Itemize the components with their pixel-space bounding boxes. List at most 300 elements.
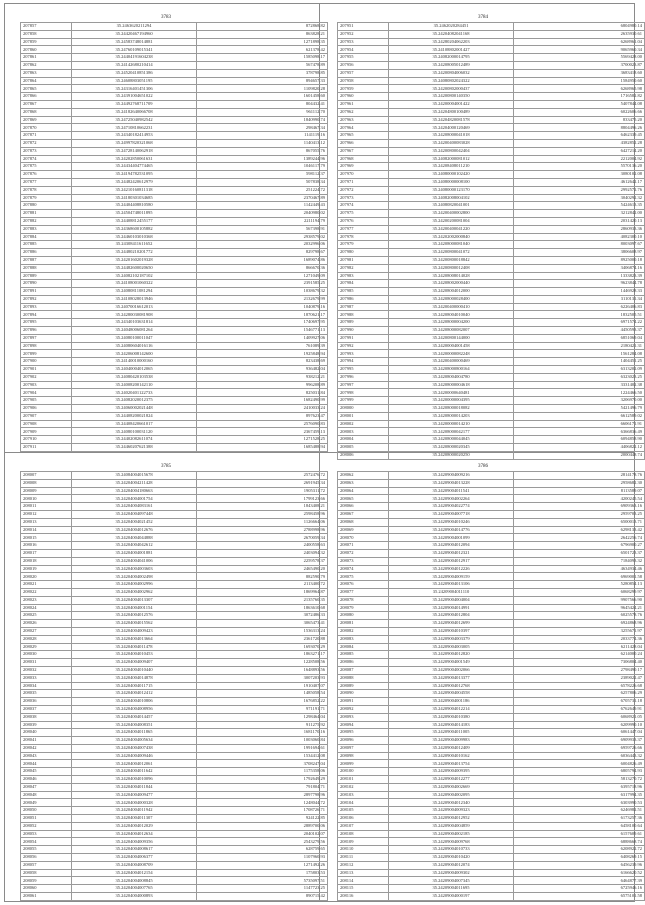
table-row (21, 526, 328, 534)
coordinate-cell: 35.24008200142110 (72, 381, 197, 389)
coordinate-cell: 35.24204004005634 (72, 737, 197, 745)
table-row (21, 397, 328, 405)
row-id-cell: 208089 (338, 682, 389, 690)
coordinate-cell: 35.24204004012412 (72, 690, 197, 698)
row-id-cell: 208026 (21, 620, 72, 628)
row-id-cell: 207857 (21, 23, 72, 31)
coordinate-cell: 35.24209004013228 (389, 479, 514, 487)
row-id-cell: 208017 (21, 549, 72, 557)
value-cell: 2367459.13 (197, 428, 328, 436)
value-cell: 4450593.37 (514, 327, 645, 335)
row-id-cell: 208032 (21, 666, 72, 674)
row-id-cell: 207971 (338, 178, 389, 186)
table-row (338, 397, 645, 405)
row-id-cell: 208095 (338, 729, 389, 737)
row-id-cell: 207978 (338, 233, 389, 241)
coordinate-cell: 35.24434404774465 (72, 163, 197, 171)
coordinate-cell: 35.24209004013754 (389, 760, 514, 768)
value-cell: 1991694.61 (197, 744, 328, 752)
value-cell: 6323023.25 (514, 373, 645, 381)
value-cell: 2040980.02 (197, 210, 328, 218)
value-cell: 2040102.07 (197, 830, 328, 838)
table-row (338, 604, 645, 612)
table-row (21, 838, 328, 846)
value-cell: 1561284.08 (514, 350, 645, 358)
row-id-cell: 208096 (338, 737, 389, 745)
row-id-cell: 207989 (338, 319, 389, 327)
table-row (21, 557, 328, 565)
row-id-cell: 207881 (21, 210, 72, 218)
row-id-cell: 207868 (21, 108, 72, 116)
row-id-cell: 207997 (338, 381, 389, 389)
coordinate-cell: 35.24208005012489 (389, 61, 514, 69)
table-row (338, 620, 645, 628)
value-cell: 1389244.96 (197, 155, 328, 163)
coordinate-cell: 35.24108028013946 (72, 295, 197, 303)
coordinate-cell: 35.24204004011865 (72, 729, 197, 737)
value-cell: 2465490.20 (197, 565, 328, 573)
row-id-cell: 207987 (338, 303, 389, 311)
value-cell: 3700023.87 (514, 61, 645, 69)
table-row (338, 428, 645, 436)
coordinate-cell: 35.24209004014991 (389, 604, 514, 612)
table-row (21, 713, 328, 721)
value-cell: 5280854.13 (514, 581, 645, 589)
row-id-cell: 208041 (21, 737, 72, 745)
value-cell: 2543279.56 (197, 838, 328, 846)
value-cell: 2212004.92 (514, 155, 645, 163)
coordinate-cell: 35.24201602019328 (72, 256, 197, 264)
row-id-cell: 207880 (21, 202, 72, 210)
coordinate-cell: 35.24208000800164 (389, 366, 514, 374)
value-cell: 4082300.10 (514, 233, 645, 241)
coordinate-cell: 35.24040004012065 (72, 366, 197, 374)
value-cell: 833475.20 (514, 116, 645, 124)
value-cell: 6257806.29 (514, 690, 645, 698)
coordinate-cell: 35.24204004013664 (72, 635, 197, 643)
coordinate-cell: 35.24209004011110 (389, 588, 514, 596)
coordinate-cell: 35.24209004002264 (389, 495, 514, 503)
row-id-cell: 207870 (21, 124, 72, 132)
value-cell: 1040879.16 (197, 303, 328, 311)
row-id-cell: 207974 (338, 202, 389, 210)
value-cell: 6246982.51 (514, 807, 645, 815)
coordinate-cell: 35.24209004012214 (389, 705, 514, 713)
value-cell: 6427214.20 (514, 147, 645, 155)
table-row (338, 713, 645, 721)
table-row (21, 225, 328, 233)
row-id-cell: 207859 (21, 38, 72, 46)
row-id-cell: 208007 (21, 472, 72, 480)
coordinate-cell: 35.24200800041072 (389, 249, 514, 257)
value-cell: 3040292.32 (514, 194, 645, 202)
table-row (338, 596, 645, 604)
row-id-cell: 207874 (21, 155, 72, 163)
coordinate-cell: 35.24482420612979 (72, 178, 197, 186)
table-row (21, 389, 328, 397)
table-row (338, 846, 645, 854)
row-id-cell: 207871 (21, 132, 72, 140)
coordinate-cell: 35.24204004012634 (72, 830, 197, 838)
row-id-cell: 208020 (21, 573, 72, 581)
row-id-cell: 208044 (21, 760, 72, 768)
table-row (338, 752, 645, 760)
coordinate-cell: 35.24204004012061 (72, 760, 197, 768)
row-id-cell: 208059 (21, 877, 72, 885)
coordinate-cell: 35.24520410851386 (72, 69, 197, 77)
table-row (338, 124, 645, 132)
table-row (21, 342, 328, 350)
table-row (21, 373, 328, 381)
row-id-cell: 207872 (21, 139, 72, 147)
table-row (338, 659, 645, 667)
table-row (338, 163, 645, 171)
value-cell: 1648893.56 (197, 666, 328, 674)
row-id-cell: 208022 (21, 588, 72, 596)
value-cell: 6022606.66 (514, 108, 645, 116)
coordinate-cell: 35.24204004083161 (72, 503, 197, 511)
row-id-cell: 208062 (338, 472, 389, 480)
coordinate-cell: 35.24200800042404 (389, 147, 514, 155)
table-row (21, 147, 328, 155)
value-cell: 2814178.76 (514, 472, 645, 480)
value-cell: 1038679.32 (197, 288, 328, 296)
coordinate-cell: 35.24997820321068 (72, 139, 197, 147)
coordinate-cell: 35.24209004012820 (389, 651, 514, 659)
value-cell: 1271528.25 (197, 436, 328, 444)
row-id-cell: 208101 (338, 776, 389, 784)
table-row (21, 69, 328, 77)
row-id-cell: 207860 (21, 46, 72, 54)
table-row (21, 861, 328, 869)
table-row (338, 776, 645, 784)
table-row (21, 737, 328, 745)
coordinate-cell: 35.24200800144000 (389, 334, 514, 342)
value-cell: 6888668.74 (514, 838, 645, 846)
value-cell: 2113400.72 (197, 581, 328, 589)
table-row (21, 472, 328, 480)
coordinate-cell: 35.24204004007438 (72, 744, 197, 752)
coordinate-cell: 35.24209004012768 (389, 682, 514, 690)
coordinate-cell: 35.24200000004395 (389, 397, 514, 405)
row-id-cell: 207858 (21, 30, 72, 38)
value-cell: 823438.69 (197, 358, 328, 366)
row-id-cell: 207906 (21, 405, 72, 413)
table-row (338, 233, 645, 241)
coordinate-cell: 35.24108001060322 (72, 280, 197, 288)
table-row (21, 612, 328, 620)
row-id-cell: 208038 (21, 713, 72, 721)
page-3785 (20, 463, 325, 901)
coordinate-cell: 35.24504748011895 (72, 210, 197, 218)
value-cell: 6500013.71 (514, 518, 645, 526)
table-row (338, 807, 645, 815)
coordinate-cell: 35.24204004011715 (72, 682, 197, 690)
table-row (21, 690, 328, 698)
table-row (21, 108, 328, 116)
table-row (21, 783, 328, 791)
value-cell: 2889700.06 (197, 822, 328, 830)
row-id-cell: 208068 (338, 518, 389, 526)
row-id-cell: 207958 (338, 77, 389, 85)
row-id-cell: 208075 (338, 573, 389, 581)
table-row (338, 510, 645, 518)
value-cell: 1870621.17 (197, 311, 328, 319)
value-cell: 2992572.76 (514, 186, 645, 194)
coordinate-cell: 35.24204004010440 (72, 666, 197, 674)
table-row (21, 822, 328, 830)
row-id-cell: 208027 (21, 627, 72, 635)
value-cell: 6173257.36 (514, 815, 645, 823)
row-id-cell: 208010 (21, 495, 72, 503)
table-row (338, 194, 645, 202)
table-row (338, 327, 645, 335)
value-cell: 6909933.37 (514, 737, 645, 745)
table-row (21, 534, 328, 542)
value-cell: 863828.21 (197, 30, 328, 38)
table-row (338, 69, 645, 77)
value-cell: 1404451.25 (514, 358, 645, 366)
value-cell: 8003097.67 (514, 241, 645, 249)
table-row (338, 100, 645, 108)
value-cell: 6969001.58 (514, 573, 645, 581)
coordinate-cell: 35.24082000014795 (389, 54, 514, 62)
row-id-cell: 208055 (21, 846, 72, 854)
table-row (338, 30, 645, 38)
value-cell: 6226406.83 (514, 303, 645, 311)
row-id-cell: 207966 (338, 139, 389, 147)
row-id-cell: 208104 (338, 799, 389, 807)
row-id-cell: 208114 (338, 877, 389, 885)
value-cell: 2410033.24 (197, 405, 328, 413)
value-cell: 6705731.18 (514, 698, 645, 706)
value-cell: 6458100.64 (514, 822, 645, 830)
row-id-cell: 208108 (338, 830, 389, 838)
table-row (21, 659, 328, 667)
value-cell: 4200245.54 (514, 495, 645, 503)
table-row (21, 682, 328, 690)
coordinate-cell: 35.24202002000840 (389, 233, 514, 241)
table-row (21, 428, 328, 436)
row-id-cell: 208076 (338, 581, 389, 589)
value-cell: 3212842.00 (514, 210, 645, 218)
value-cell: 3065473.41 (197, 620, 328, 628)
table-row (338, 573, 645, 581)
coordinate-cell: 35.24204004012029 (72, 822, 197, 830)
coordinate-cell: 35.24209004004558 (389, 690, 514, 698)
table-row (338, 588, 645, 596)
coordinate-cell: 35.24480210201772 (72, 249, 197, 257)
table-row (338, 412, 645, 420)
table-row (338, 202, 645, 210)
value-cell: 6804980.14 (514, 23, 645, 31)
table-row (338, 690, 645, 698)
row-id-cell: 207886 (21, 249, 72, 257)
row-id-cell: 208094 (338, 721, 389, 729)
coordinate-cell: 35.24020401122733 (72, 389, 197, 397)
row-id-cell: 207968 (338, 155, 389, 163)
coordinate-cell: 35.24209004012277 (389, 776, 514, 784)
row-id-cell: 208082 (338, 627, 389, 635)
row-id-cell: 207897 (21, 334, 72, 342)
value-cell: 1142449.43 (197, 202, 328, 210)
value-cell: 6612589.02 (514, 412, 645, 420)
row-id-cell: 207875 (21, 163, 72, 171)
table-row (21, 334, 328, 342)
value-cell: 6298133.42 (514, 526, 645, 534)
value-cell: 890715.42 (197, 893, 328, 901)
value-cell: 6303990.53 (514, 799, 645, 807)
table-row (21, 549, 328, 557)
value-cell: 1740697.95 (197, 319, 328, 327)
coordinate-cell: 35.24202850061631 (72, 155, 197, 163)
coordinate-cell: 35.24208000082007 (389, 327, 514, 335)
coordinate-cell: 35.24209004010380 (389, 713, 514, 721)
value-cell: 8804496.26 (514, 124, 645, 132)
value-cell: 3110131.34 (514, 295, 645, 303)
page-3786 (337, 463, 642, 901)
table-row (21, 729, 328, 737)
coordinate-cell: 35.24204004009356 (72, 838, 197, 846)
table-row (338, 225, 645, 233)
row-id-cell: 207889 (21, 272, 72, 280)
value-cell: 6805794.93 (514, 768, 645, 776)
table-row (338, 264, 645, 272)
value-cell: 6462339.45 (514, 132, 645, 140)
value-cell: 894657.33 (197, 77, 328, 85)
coordinate-cell: 35.24208000044045 (389, 436, 514, 444)
value-cell: 6268965.98 (514, 85, 645, 93)
table-row (21, 588, 328, 596)
table-row (338, 861, 645, 869)
value-cell: 1546771.13 (197, 327, 328, 335)
value-cell: 6851069.04 (514, 334, 645, 342)
value-cell: 507838.34 (197, 178, 328, 186)
coordinate-cell: 35.24080100031120 (72, 428, 197, 436)
value-cell: 761089.39 (197, 342, 328, 350)
coordinate-cell: 35.24209004011695 (389, 885, 514, 893)
table-row (21, 163, 328, 171)
table-row (338, 674, 645, 682)
coordinate-cell: 35.24209004012804 (389, 612, 514, 620)
page-number: 3785 (161, 464, 171, 469)
value-cell: 6464877.39 (514, 877, 645, 885)
row-id-cell: 207878 (21, 186, 72, 194)
value-cell: 1003060.84 (197, 737, 328, 745)
coordinate-cell: 35.24204004097448 (72, 510, 197, 518)
row-id-cell: 207954 (338, 46, 389, 54)
value-cell: 924122.85 (197, 815, 328, 823)
coordinate-cell: 35.24208002000440 (389, 280, 514, 288)
coordinate-cell: 35.24209004013377 (389, 674, 514, 682)
row-id-cell: 208063 (338, 479, 389, 487)
value-cell: 6909363.16 (514, 503, 645, 511)
coordinate-cell: 35.24082008004102 (389, 194, 514, 202)
row-id-cell: 207975 (338, 210, 389, 218)
coordinate-cell: 35.24209004009983 (389, 737, 514, 745)
row-id-cell: 208054 (21, 838, 72, 846)
table-row (338, 549, 645, 557)
row-id-cell: 208047 (21, 783, 72, 791)
row-id-cell: 208048 (21, 791, 72, 799)
table-row (21, 776, 328, 784)
coordinate-cell: 35.24080100011047 (72, 334, 197, 342)
table-row (21, 573, 328, 581)
table-row (338, 822, 645, 830)
coordinate-cell: 35.24408420661017 (72, 420, 197, 428)
value-cell: 3806608.97 (514, 249, 645, 257)
value-cell: 1676852.22 (197, 698, 328, 706)
value-cell: 6971574.22 (514, 319, 645, 327)
table-row (21, 768, 328, 776)
table-row (21, 139, 328, 147)
table-row (338, 612, 645, 620)
row-id-cell: 207960 (338, 93, 389, 101)
value-cell: 1863610.68 (197, 604, 328, 612)
value-cell: 1046117.79 (197, 163, 328, 171)
table-row (21, 30, 328, 38)
coordinate-cell: 35.24492768711709 (72, 100, 197, 108)
row-id-cell: 207866 (21, 93, 72, 101)
coordinate-cell: 35.24209004010420 (389, 854, 514, 862)
coordinate-cell: 35.24209004012226 (389, 565, 514, 573)
row-id-cell: 207909 (21, 428, 72, 436)
coordinate-cell: 35.24204004001754 (72, 495, 197, 503)
value-cell: 1682490.99 (197, 397, 328, 405)
row-id-cell: 207959 (338, 85, 389, 93)
table-row (338, 288, 645, 296)
row-id-cell: 208067 (338, 510, 389, 518)
coordinate-cell: 35.24208000042177 (389, 428, 514, 436)
coordinate-cell: 35.24209004009768 (389, 838, 514, 846)
value-cell: 2938579.02 (197, 233, 328, 241)
row-id-cell: 208079 (338, 604, 389, 612)
table-row (21, 752, 328, 760)
value-cell: 6606171.91 (514, 420, 645, 428)
value-cell: 2798490.17 (514, 666, 645, 674)
row-id-cell: 208016 (21, 542, 72, 550)
row-id-cell: 208081 (338, 620, 389, 628)
coordinate-cell: 35.24204004009407 (72, 659, 197, 667)
coordinate-cell: 35.24204004012154 (72, 869, 197, 877)
coordinate-cell: 35.24208000004200 (389, 319, 514, 327)
row-id-cell: 207888 (21, 264, 72, 272)
row-id-cell: 207896 (21, 327, 72, 335)
coordinate-cell: 35.24209004009323 (389, 807, 514, 815)
coordinate-cell: 35.24420467194960 (72, 30, 197, 38)
coordinate-cell: 35.24208000018082 (389, 405, 514, 413)
value-cell: 1869964.87 (197, 588, 328, 596)
coordinate-cell: 35.24180301034685 (72, 194, 197, 202)
value-cell: 6004826.49 (514, 760, 645, 768)
value-cell: 1333823.39 (514, 272, 645, 280)
coordinate-cell: 35.24204000120469 (389, 124, 514, 132)
coordinate-cell: 35.24209004001186 (389, 698, 514, 706)
table-row (21, 311, 328, 319)
coordinate-cell: 35.24200400083028 (389, 139, 514, 147)
coordinate-cell: 35.24204004008709 (72, 861, 197, 869)
table-row (338, 280, 645, 288)
coordinate-cell: 35.24210160811318 (72, 186, 197, 194)
row-id-cell: 208042 (21, 744, 72, 752)
coordinate-cell: 35.24209004001549 (389, 659, 514, 667)
table-row (21, 381, 328, 389)
value-cell: 2033774.36 (514, 635, 645, 643)
coordinate-cell: 35.24368600105882 (72, 225, 197, 233)
table-row (21, 436, 328, 444)
value-cell: 567478.89 (197, 61, 328, 69)
row-id-cell: 208014 (21, 526, 72, 534)
